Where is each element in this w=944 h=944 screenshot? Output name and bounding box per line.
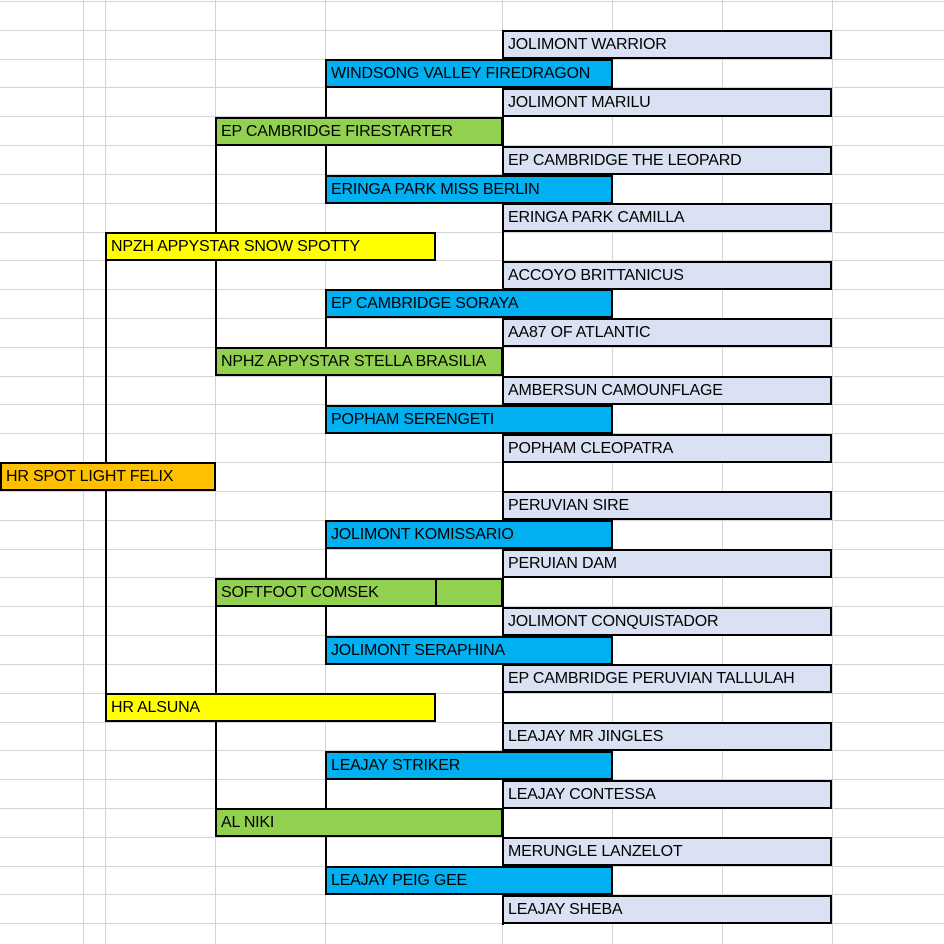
gen4-cell[interactable]: LEAJAY SHEBA xyxy=(502,895,832,924)
bracket-line xyxy=(325,779,327,810)
sd-dam-cell[interactable]: POPHAM SERENGETI xyxy=(325,405,613,434)
gen4-cell[interactable]: JOLIMONT MARILU xyxy=(502,88,832,117)
gen4-cell[interactable]: ERINGA PARK CAMILLA xyxy=(502,203,832,232)
dd-dam-cell[interactable]: LEAJAY PEIG GEE xyxy=(325,866,613,895)
dam-sire-cell[interactable]: SOFTFOOT COMSEK xyxy=(215,578,437,607)
dam-cell[interactable]: HR ALSUNA xyxy=(105,693,436,722)
dd-sire-cell[interactable]: LEAJAY STRIKER xyxy=(325,751,613,780)
bracket-line xyxy=(215,720,217,810)
dam-dam-cell[interactable]: AL NIKI xyxy=(215,808,503,837)
bracket-line xyxy=(325,145,327,177)
ds-sire-cell[interactable]: JOLIMONT KOMISSARIO xyxy=(325,520,613,549)
bracket-line xyxy=(105,260,107,463)
bracket-line xyxy=(215,260,217,349)
sire-cell[interactable]: NPZH APPYSTAR SNOW SPOTTY xyxy=(105,232,436,261)
bracket-line xyxy=(325,317,327,349)
gen4-cell[interactable]: PERUIAN DAM xyxy=(502,549,832,578)
subject-cell[interactable]: HR SPOT LIGHT FELIX xyxy=(0,462,216,491)
bracket-line xyxy=(325,548,327,580)
bracket-line xyxy=(325,606,327,638)
ss-sire-cell[interactable]: WINDSONG VALLEY FIREDRAGON xyxy=(325,59,613,88)
sd-sire-cell[interactable]: EP CAMBRIDGE SORAYA xyxy=(325,289,613,318)
bracket-line xyxy=(215,145,217,234)
sire-dam-cell[interactable]: NPHZ APPYSTAR STELLA BRASILIA xyxy=(215,347,503,376)
gen4-cell[interactable]: MERUNGLE LANZELOT xyxy=(502,837,832,866)
gen4-cell[interactable]: AMBERSUN CAMOUNFLAGE xyxy=(502,376,832,405)
gen4-cell[interactable]: JOLIMONT WARRIOR xyxy=(502,30,832,59)
row-gridline xyxy=(0,1,944,2)
sire-sire-cell[interactable]: EP CAMBRIDGE FIRESTARTER xyxy=(215,117,503,146)
bracket-line xyxy=(105,491,107,695)
gen4-cell[interactable]: AA87 OF ATLANTIC xyxy=(502,318,832,347)
gen4-cell[interactable]: PERUVIAN SIRE xyxy=(502,491,832,520)
bracket-line xyxy=(325,837,327,868)
gen4-cell[interactable]: POPHAM CLEOPATRA xyxy=(502,434,832,463)
ss-dam-cell[interactable]: ERINGA PARK MISS BERLIN xyxy=(325,175,613,204)
bracket-line xyxy=(325,87,327,119)
ds-dam-cell[interactable]: JOLIMONT SERAPHINA xyxy=(325,636,613,665)
dam-sire-extra-cell[interactable] xyxy=(435,578,503,607)
gen4-cell[interactable]: LEAJAY CONTESSA xyxy=(502,780,832,809)
gen4-cell[interactable]: LEAJAY MR JINGLES xyxy=(502,722,832,751)
column-gridline xyxy=(832,0,833,944)
gen4-cell[interactable]: EP CAMBRIDGE THE LEOPARD xyxy=(502,146,832,175)
gen4-cell[interactable]: JOLIMONT CONQUISTADOR xyxy=(502,607,832,636)
bracket-line xyxy=(325,376,327,407)
gen4-cell[interactable]: ACCOYO BRITTANICUS xyxy=(502,261,832,290)
gen4-cell[interactable]: EP CAMBRIDGE PERUVIAN TALLULAH xyxy=(502,664,832,693)
